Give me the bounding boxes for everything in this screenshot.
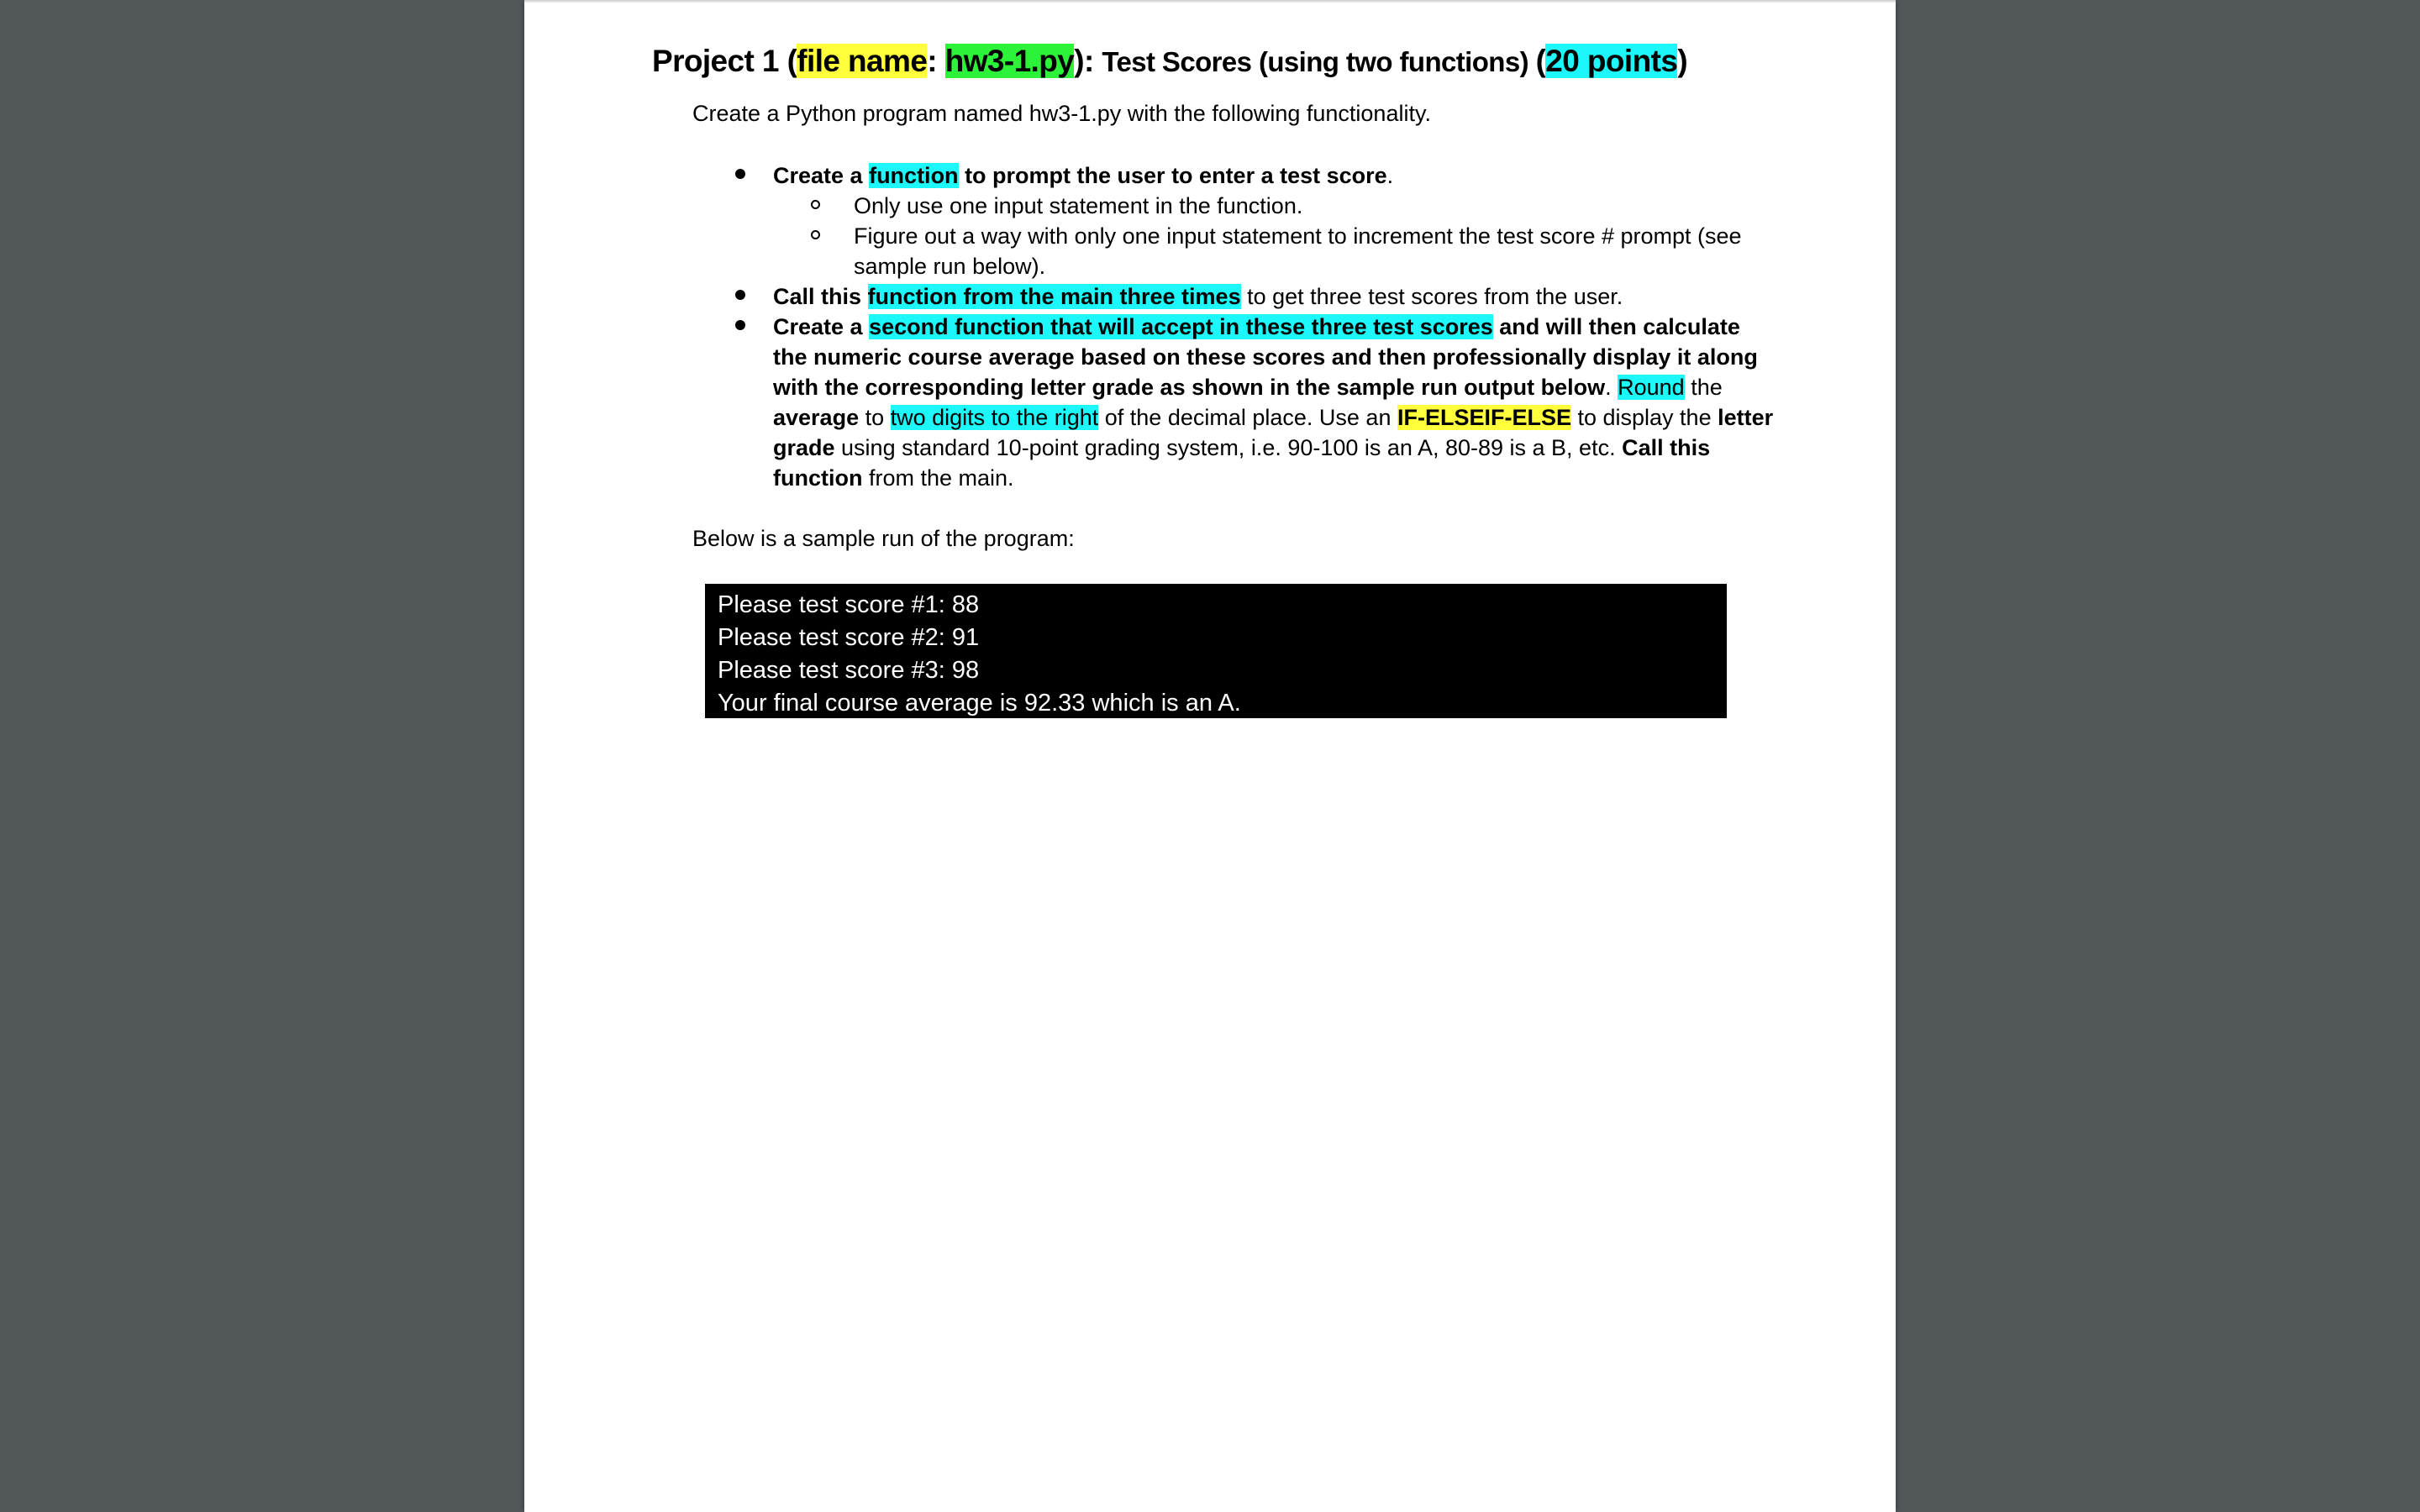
bullet3-text: using standard 10-point grading system, i.e. 90-100 is an A, 80-89 is a B, etc. [834, 435, 1623, 460]
terminal-line: Please test score #2: 91 [718, 624, 980, 651]
bullet3-text: average [773, 405, 860, 430]
bullet1-highlight: function [869, 163, 959, 188]
bullet3-yellow-highlight: IF-ELSEIF-ELSE [1397, 405, 1571, 430]
heading-file-name-highlight: file name [797, 44, 928, 78]
bullet3-text: the [1684, 375, 1723, 400]
terminal-line: Your final course average is 92.33 which is an A. [718, 690, 1241, 717]
sub-item-text: Figure out a way with only one input statement to increment the test score # prompt (see sample run below). [854, 223, 1742, 279]
heading-points-highlight: 20 points [1545, 44, 1678, 78]
bullet1-text: to prompt the user to enter a test score [958, 163, 1387, 188]
sub-item [854, 191, 1781, 221]
heading-text: ): [1074, 44, 1102, 78]
bullet3-highlight: second function that will accept in these three test scores [869, 314, 1493, 339]
bullet3-highlight: Round [1618, 375, 1685, 400]
bullet1-text: Create a [773, 163, 870, 188]
requirement-item [652, 281, 1781, 312]
requirement-item [652, 312, 1781, 493]
bullet1-text: . [1386, 163, 1394, 188]
heading-text: ) [1677, 44, 1688, 78]
project-heading [652, 37, 1778, 87]
bullet-dot [735, 169, 745, 179]
bullet3-text: to [859, 405, 891, 430]
sub-bullet-circle [811, 200, 820, 209]
bullet2-text: Call this [773, 284, 868, 309]
bullet2-text: to get three test scores from the user. [1240, 284, 1623, 309]
bullet-dot [735, 320, 745, 330]
heading-text: Project 1 ( [652, 44, 797, 78]
intro-paragraph: Create a Python program named hw3-1.py with the following functionality. [692, 101, 1431, 126]
bullet3-text: letter grade [773, 405, 1774, 460]
page-top-shadow [524, 0, 1896, 3]
requirement-item [652, 160, 1781, 281]
sample-output-terminal [705, 584, 1727, 718]
bullet3-text: Create a [773, 314, 870, 339]
bullet3-text: of the decimal place. Use an [1098, 405, 1397, 430]
document-page [524, 0, 1896, 1512]
bullet2-highlight: function from the main three times [867, 284, 1241, 309]
bullet3-highlight: two digits to the right [890, 405, 1099, 430]
page-content [652, 37, 1778, 718]
terminal-line: Please test score #1: 88 [718, 591, 980, 618]
bullet3-text: Call this function [773, 435, 1711, 491]
heading-subtitle: Test Scores (using two functions) [1102, 46, 1536, 77]
terminal-line: Please test score #3: 98 [718, 657, 980, 684]
heading-colon: : [927, 44, 945, 78]
bullet3-text: from the main. [862, 465, 1014, 491]
bullet3-text: to display the [1570, 405, 1718, 430]
sub-list [773, 191, 1781, 281]
sub-bullet-circle [811, 230, 820, 239]
bullet3-text: . [1605, 375, 1618, 400]
heading-text: ( [1535, 44, 1546, 78]
sample-run-label: Below is a sample run of the program: [692, 526, 1075, 551]
sub-item-text: Only use one input statement in the function. [854, 193, 1303, 218]
requirements-list [652, 160, 1778, 493]
sub-item [854, 221, 1781, 281]
bullet-dot [735, 290, 745, 300]
heading-filename-highlight: hw3-1.py [944, 44, 1075, 78]
bullet3-text: and will then calculate the numeric course average based on these scores and then professionally display it along with the corresponding letter grade as shown in the sample run output below [773, 314, 1758, 400]
